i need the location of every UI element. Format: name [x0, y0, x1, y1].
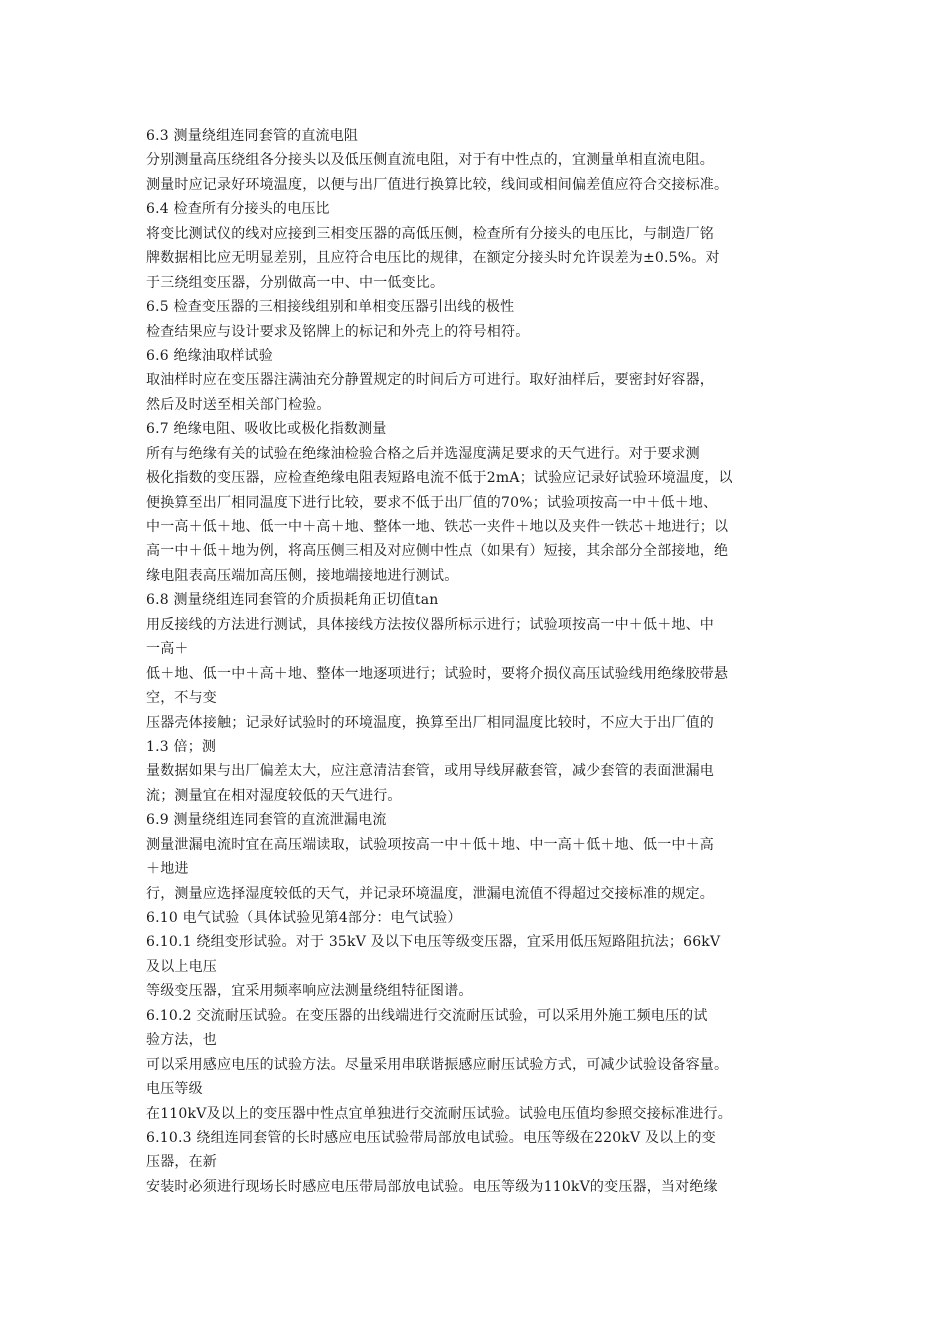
paragraph-line: 量数据如果与出厂偏差太大，应注意清洁套管，或用导线屏蔽套管，减少套管的表面泄漏电	[146, 763, 714, 780]
paragraph-line: 牌数据相比应无明显差别，且应符合电压比的规律，在额定分接头时允许误差为±0.5%。对	[146, 250, 720, 267]
paragraph-line: 6.10.1 绕组变形试验。对于 35kV 及以下电压等级变压器，宜采用低压短路阻抗法；66kV	[146, 934, 721, 951]
paragraph-line: 取油样时应在变压器注满油充分静置规定的时间后方可进行。取好油样后，要密封好容器，	[146, 372, 714, 389]
paragraph-line: 压器，在新	[146, 1154, 217, 1171]
paragraph-line: 低＋地、低一中＋高＋地、整体一地逐项进行；试验时，要将介损仪高压试验线用绝缘胶带悬	[146, 665, 729, 682]
paragraph-line: 用反接线的方法进行测试，具体接线方法按仪器所标示进行；试验项按高一中＋低＋地、中	[146, 616, 714, 633]
paragraph-line: 1.3 倍；测	[146, 738, 217, 755]
paragraph-line: 行，测量应选择湿度较低的天气，并记录环境温度，泄漏电流值不得超过交接标准的规定。	[146, 885, 714, 902]
paragraph-line: 中一高＋低＋地、低一中＋高＋地、整体一地、铁芯一夹件＋地以及夹件一铁芯＋地进行；以	[146, 519, 729, 535]
paragraph-line: 6.10.3 绕组连同套管的长时感应电压试验带局部放电试验。电压等级在220kV 及以上的变	[146, 1129, 716, 1146]
paragraph-line: 等级变压器，宜采用频率响应法测量绕组特征图谱。	[146, 983, 473, 1000]
paragraph-line: 空，不与变	[146, 690, 217, 707]
section-heading-6-8: 6.8 测量绕组连同套管的介质损耗角正切值tan	[146, 592, 439, 609]
paragraph-line: 一高＋	[146, 641, 189, 658]
paragraph-line: 测量泄漏电流时宜在高压端读取，试验项按高一中＋低＋地、中一高＋低＋地、低一中＋高	[146, 836, 714, 853]
paragraph-line: ＋地进	[146, 861, 189, 878]
paragraph-line: 极化指数的变压器，应检查绝缘电阻表短路电流不低于2mA；试验应记录好试验环境温度，以	[146, 470, 733, 487]
paragraph-line: 电压等级	[146, 1081, 203, 1098]
section-heading-6-10: 6.10 电气试验（具体试验见第4部分：电气试验）	[146, 910, 462, 926]
paragraph-line: 分别测量高压绕组各分接头以及低压侧直流电阻，对于有中性点的，宜测量单相直流电阻。	[146, 152, 714, 169]
paragraph-line: 高一中＋低＋地为例，将高压侧三相及对应侧中性点（如果有）短接，其余部分全部接地，绝	[146, 543, 729, 560]
paragraph-line: 6.10.2 交流耐压试验。在变压器的出线端进行交流耐压试验，可以采用外施工频电压的试	[146, 1007, 708, 1024]
paragraph-line: 验方法，也	[146, 1032, 217, 1049]
section-heading-6-6: 6.6 绝缘油取样试验	[146, 347, 273, 364]
paragraph-line: 然后及时送至相关部门检验。	[146, 396, 331, 413]
paragraph-line: 所有与绝缘有关的试验在绝缘油检验合格之后并选湿度满足要求的天气进行。对于要求测	[146, 445, 700, 462]
paragraph-line: 缘电阻表高压端加高压侧，接地端接地进行测试。	[146, 567, 459, 584]
paragraph-line: 便换算至出厂相同温度下进行比较，要求不低于出厂值的70%；试验项按高一中＋低＋地、	[146, 494, 718, 511]
paragraph-line: 流；测量宜在相对湿度较低的天气进行。	[146, 787, 402, 804]
section-heading-6-9: 6.9 测量绕组连同套管的直流泄漏电流	[146, 812, 387, 829]
paragraph-line: 安装时必须进行现场长时感应电压带局部放电试验。电压等级为110kV的变压器，当对绝缘	[146, 1178, 718, 1195]
paragraph-line: 于三绕组变压器，分别做高一中、中一低变比。	[146, 274, 445, 291]
paragraph-line: 测量时应记录好环境温度，以便与出厂值进行换算比较，线间或相间偏差值应符合交接标准。	[146, 176, 729, 193]
section-heading-6-3: 6.3 测量绕组连同套管的直流电阻	[146, 128, 359, 144]
paragraph-line: 将变比测试仪的线对应接到三相变压器的高低压侧，检查所有分接头的电压比，与制造厂铭	[146, 225, 714, 242]
section-heading-6-7: 6.7 绝缘电阻、吸收比或极化指数测量	[146, 421, 387, 438]
paragraph-line: 检查结果应与设计要求及铭牌上的标记和外壳上的符号相符。	[146, 323, 530, 340]
section-heading-6-4: 6.4 检查所有分接头的电压比	[146, 201, 330, 218]
section-heading-6-5: 6.5 检查变压器的三相接线组别和单相变压器引出线的极性	[146, 299, 515, 316]
document-page	[146, 124, 826, 1199]
paragraph-line: 及以上电压	[146, 958, 217, 975]
paragraph-line: 压器壳体接触；记录好试验时的环境温度，换算至出厂相同温度比较时，不应大于出厂值的	[146, 714, 714, 731]
paragraph-line: 在110kV及以上的变压器中性点宜单独进行交流耐压试验。试验电压值均参照交接标准进行。	[146, 1105, 732, 1122]
paragraph-line: 可以采用感应电压的试验方法。尽量采用串联谐振感应耐压试验方式，可减少试验设备容量。	[146, 1056, 729, 1073]
